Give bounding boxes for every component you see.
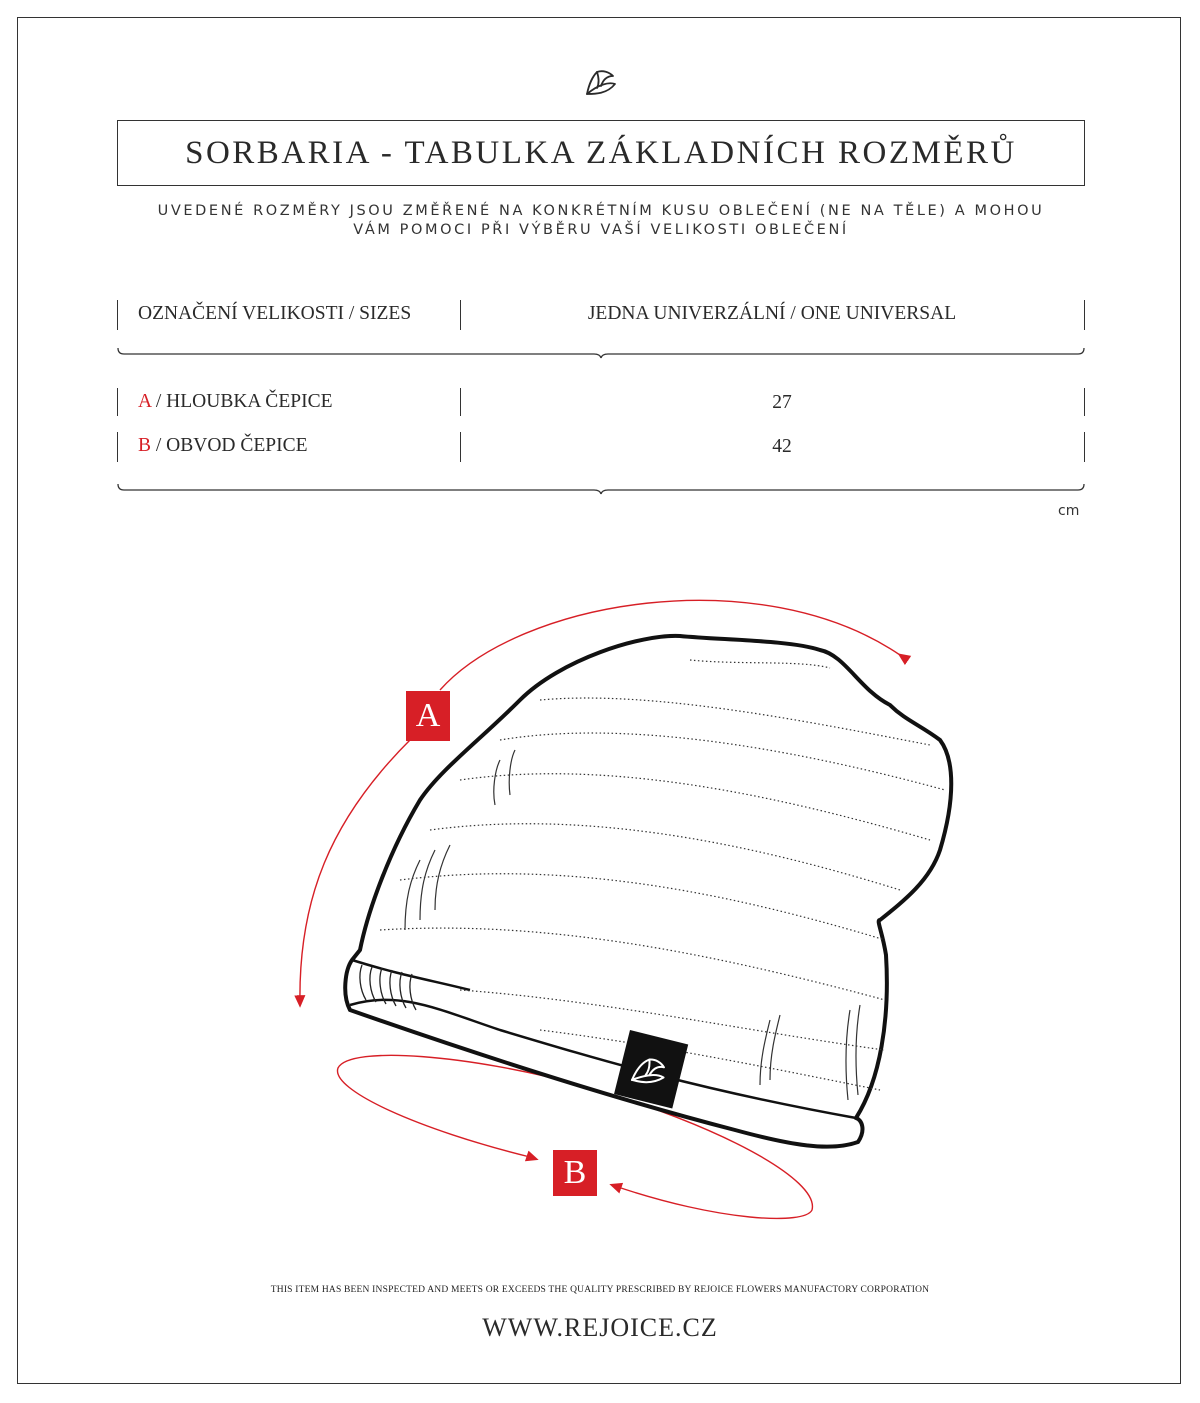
website-url: WWW.REJOICE.CZ xyxy=(482,1313,718,1342)
page-title: SORBARIA - TABULKA ZÁKLADNÍCH ROZMĚRŮ xyxy=(185,134,1017,171)
quality-note: THIS ITEM HAS BEEN INSPECTED AND MEETS OR EXCEEDS THE QUALITY PRESCRIBED BY REJOICE FLOWERS MANUFACTORY CORPORATION xyxy=(270,1285,930,1295)
row-letter: B xyxy=(138,435,152,456)
subtitle-line-2: VÁM POMOCI PŘI VÝBĚRU VAŠÍ VELIKOSTI OBLEČENÍ xyxy=(353,222,849,238)
row-value: 27 xyxy=(772,392,792,413)
row-label: / OBVOD ČEPICE xyxy=(151,435,308,456)
marker-a: A xyxy=(406,691,450,741)
marker-b: B xyxy=(553,1150,597,1196)
row-value: 42 xyxy=(772,436,792,457)
row-letter: A xyxy=(138,391,152,412)
row-label: / HLOUBKA ČEPICE xyxy=(151,391,333,412)
unit-label: cm xyxy=(1058,503,1080,519)
size-header-label: OZNAČENÍ VELIKOSTI / SIZES xyxy=(138,303,412,324)
size-header-value: JEDNA UNIVERZÁLNÍ / ONE UNIVERSAL xyxy=(587,303,957,324)
subtitle-line-1: UVEDENÉ ROZMĚRY JSOU ZMĚŘENÉ NA KONKRÉTNÍM KUSU OBLEČENÍ (NE NA TĚLE) A MOHOU xyxy=(157,203,1045,219)
